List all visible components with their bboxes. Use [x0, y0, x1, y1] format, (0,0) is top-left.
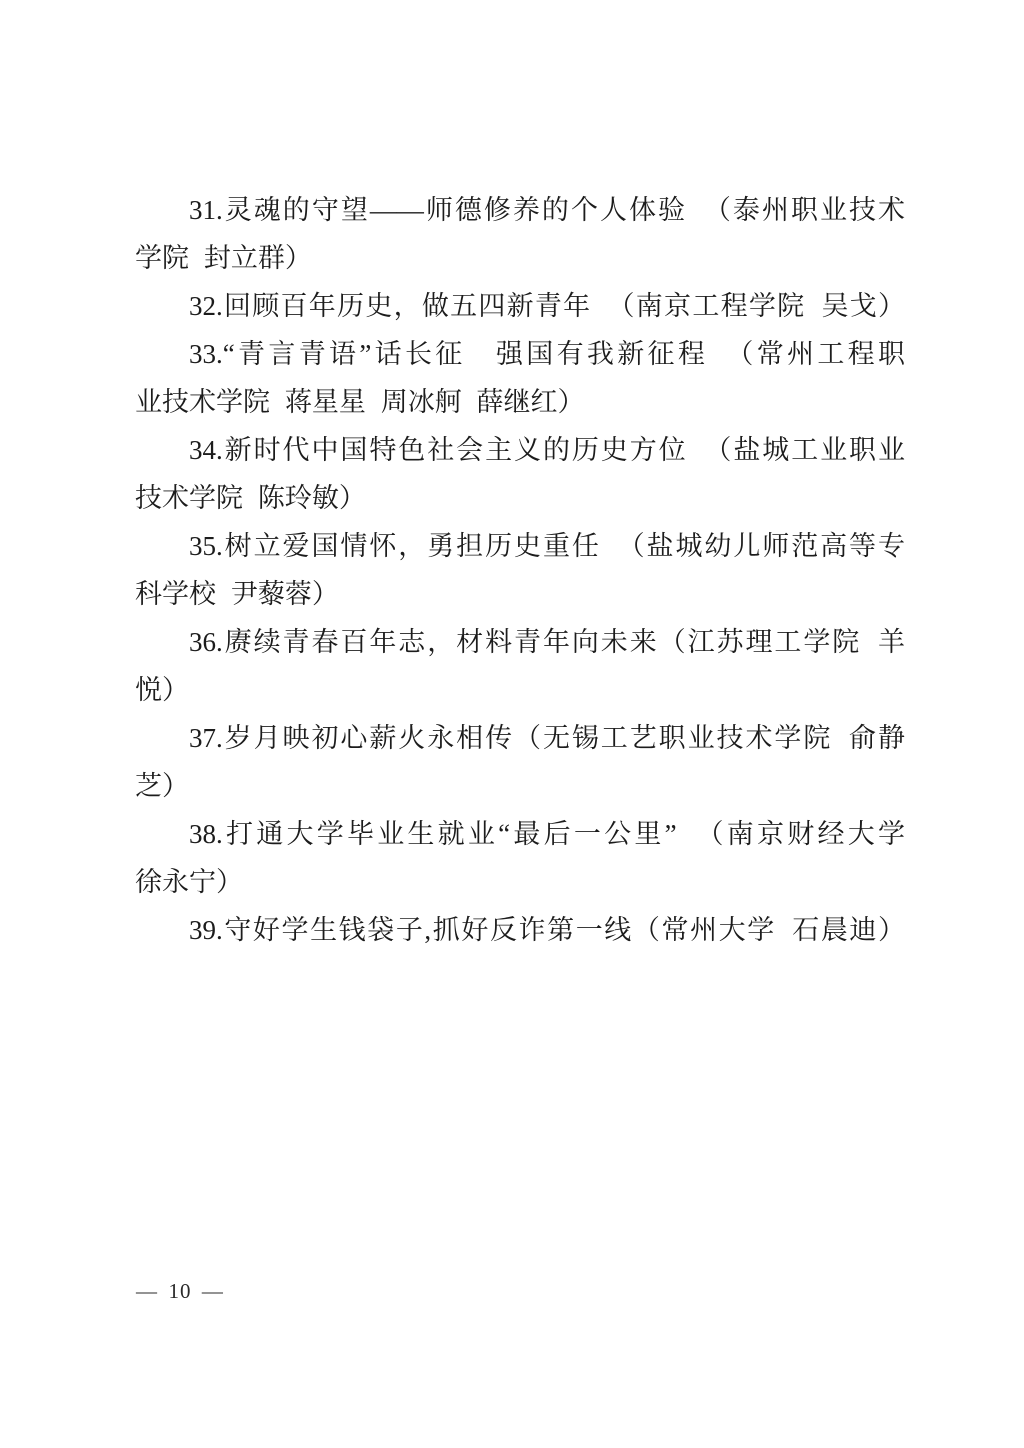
- list-item-37-line: 芝）: [135, 771, 189, 801]
- list-item-36-line: 36.赓续青春百年志，材料青年向未来（江苏理工学院 羊: [189, 627, 905, 657]
- list-item-31-line: 学院 封立群）: [135, 243, 312, 273]
- list-item-32-line: 32.回顾百年历史，做五四新青年 （南京工程学院 吴戈）: [189, 291, 905, 321]
- list-item-37-line: 37.岁月映初心薪火永相传（无锡工艺职业技术学院 俞静: [189, 723, 905, 753]
- list-item-34-line: 34.新时代中国特色社会主义的历史方位 （盐城工业职业: [189, 435, 905, 465]
- list-item-38-line: 38.打通大学毕业生就业“最后一公里” （南京财经大学: [189, 819, 905, 849]
- list-item-36-line: 悦）: [135, 675, 189, 705]
- list-item-31-line: 31.灵魂的守望——师德修养的个人体验 （泰州职业技术: [189, 195, 905, 225]
- list-item-33-line: 33.“青言青语”话长征 强国有我新征程 （常州工程职: [189, 339, 905, 369]
- list-item-33-line: 业技术学院 蒋星星 周冰舸 薛继红）: [135, 387, 585, 417]
- numbered-list: [135, 186, 905, 954]
- list-item-35-line: 35.树立爱国情怀，勇担历史重任 （盐城幼儿师范高等专: [189, 531, 905, 561]
- list-item-38-line: 徐永宁）: [135, 867, 243, 897]
- list-item-35-line: 科学校 尹藜蓉）: [135, 579, 339, 609]
- page-number: — 10 —: [136, 1279, 224, 1303]
- list-item-39-line: 39.守好学生钱袋子,抓好反诈第一线（常州大学 石晨迪）: [189, 915, 905, 945]
- list-item-34-line: 技术学院 陈玲敏）: [135, 483, 366, 513]
